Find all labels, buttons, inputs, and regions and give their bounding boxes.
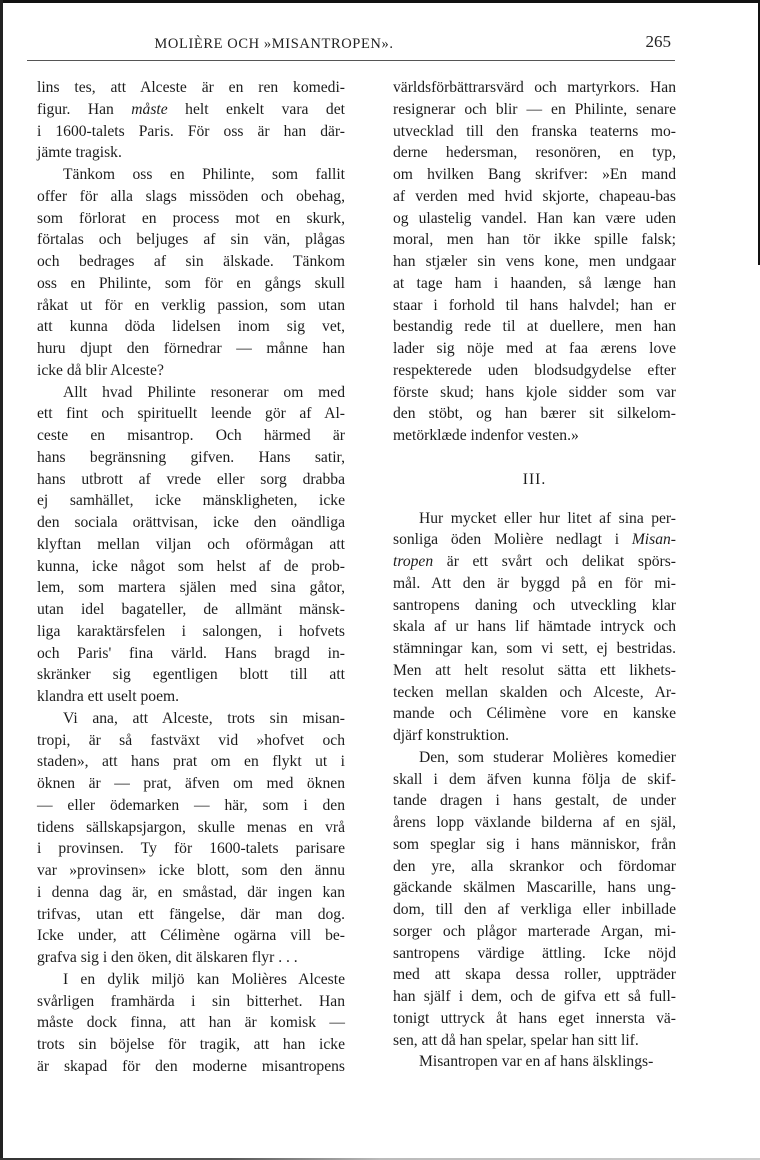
text-line: i provinsen. Ty för 1600-talets parisare [37,840,345,858]
text-span: är ett svårt och delikat spörs- [433,553,676,570]
text-line: bestandig rede til at duellere, men han [393,318,676,336]
text-line: ett fint och spirituellt leende gör af Al- [37,405,345,423]
scan-border-left [0,0,3,1160]
text-line: tonigt uttryck åt hans eget innersta vä- [393,1009,676,1027]
running-title [27,36,675,53]
text-line: var »provinsen» icke blott, som den ännu [37,862,345,879]
paragraph-start-line: Den, som studerar Molières komedier [419,748,676,766]
emphasis-text: Misan- [631,531,676,549]
text-line: förste skud; hans kjole sidder som var [393,383,676,401]
text-line: som speglar sig i hans människor, från [393,835,676,853]
running-title-text: MOLIÈRE OCH »MISANTROPEN». [154,36,394,52]
text-line: tidens sällskapsjargon, skulle menas en vrå [37,818,345,836]
text-line: santropens daning och utveckling klar [393,596,676,614]
text-line: Men att helt resolut sätta ett likhets- [393,661,676,679]
text-line: skränker sig egentligen blott till att [37,666,345,684]
paragraph-start-line: Misantropen var en af hans älsklings- [419,1053,654,1071]
text-line: tande dragen i hans gestalt, de under [393,792,676,810]
text-line: är skapad för den moderne misantropens [37,1057,345,1075]
text-line: djärf konstruktion. [393,727,510,744]
page-number: 265 [645,32,671,51]
text-line: och bedrages af sin älskade. Tänkom [37,253,345,270]
text-line: lader sig nöje med at faa ærens love [393,340,676,357]
text-line: sen, att då han spelar, spelar han sitt lif. [393,1031,639,1049]
text-line: trots sin böjelse för tragik, att han icke [37,1036,345,1053]
text-line: den yre, alla skrankor och fördomar [393,857,676,875]
text-line: utan idel bagateller, de allmänt mänsk- [37,601,345,618]
paragraph-start-line: I en dylik miljö kan Molières Alceste [63,970,345,988]
text-line: om hvilken Bang skrifver: »En mand [393,166,676,183]
scan-border-top [0,0,760,3]
text-line: staden», att hans prat om en flykt ut i [37,753,345,771]
text-line: i denna dag är, en småstad, där ingen kan [37,883,345,901]
text-line: kunna, icke något som helst af de prob- [37,557,345,575]
right-column [393,77,676,1073]
text-line: han stjæler sin vens kone, men undgaar [393,253,676,270]
text-line: ceste en misantrop. Och härmed är [37,427,345,444]
text-line: hans utbrott af vrede eller sorg drabba [37,470,345,488]
text-line: skall i dem äfven kunna följa de skif- [393,770,676,788]
text-line: respekterede uden blodsudgydelse efter [393,361,676,379]
text-line: grafva sig i den öken, dit älskaren flyr . . . [37,949,298,966]
left-column [37,77,345,1078]
running-head [27,30,675,60]
text-line: mål. Att den är byggd på en för mi- [393,574,676,592]
paragraph-start-line: Vi ana, att Alceste, trots sin misan- [63,709,345,727]
text-line: staar i forhold til hans halvdel; han er [393,296,676,314]
section-heading: III. [522,470,547,488]
text-line: santropens värdige ättling. Icke nöjd [393,944,676,962]
header-rule [27,60,675,61]
text-line: råkat ut för en verklig passion, som utan [37,296,345,314]
text-line: den sociala orättvisan, icke den oändliga [37,514,345,531]
text-line [393,551,676,573]
text-line: metörklæde indenfor vesten.» [393,427,579,444]
text-line: svårligen framhärda i sin bitterhet. Han [37,992,345,1010]
text-line: jämte tragisk. [37,144,122,162]
text-line: lem, som martera själen med sina gåtor, [37,579,345,597]
text-line: klandra ett uselt poem. [37,688,180,705]
text-span: sonliga öden Molière nedlagt i [393,531,632,549]
text-line: årens lopp växlande bilderna af en själ, [393,814,676,831]
text-line: huru djupt den förnedrar — månne han [37,340,345,357]
text-line: klyftan mellan viljan och oförmågan att [37,535,345,553]
text-line: att kunna döda lidelsen inom sig vet, [37,318,345,336]
text-line: trifvas, utan ett fängelse, där man dog. [37,905,345,923]
paragraph-start-line: Hur mycket eller hur litet af sina per- [419,509,676,527]
text-line: den stöbt, og han bærer sit silkelom- [393,405,676,423]
text-line: världsförbättrarsvärd och martyrkors. Han [393,79,676,96]
text-line: oss en Philinte, som för en gångs skull [37,274,345,292]
text-line: liga karaktärsfelen i salongen, i hofvets [37,622,345,640]
text-line: stämningar kan, som vi sett, ej bestridas. [393,640,676,657]
text-line: lins tes, att Alceste är en ren komedi- [37,79,345,96]
text-line: med att skapa dessa roller, uppträder [393,966,676,984]
text-span: figur. Han [37,100,132,118]
text-line: ej samhället, icke mänskligheten, icke [37,492,345,510]
text-line: sorger och plågor marterade Argan, mi- [393,922,676,940]
text-span: helt enkelt vara det [167,100,345,118]
text-line: som förlorat en process mot en skurk, [37,209,345,227]
text-line: förtalas och beljuges af sin vän, plågas [37,231,345,249]
text-line: i 1600-talets Paris. För oss är han där- [37,122,345,140]
emphasis-text: måste [131,100,168,118]
text-line: och Paris' fina värld. Hans bragd in- [37,644,345,662]
text-line: at tage ham i haanden, så længe han [393,274,676,292]
text-line: dom, till den af verkliga eller inbillade [393,901,676,918]
text-line: utvecklad till den franska teaterns mo- [393,122,676,140]
text-line [37,99,345,121]
text-line: og ulastelig vandel. Han kan være uden [393,209,676,227]
text-line: mande och Célimène vore en kanske [393,705,676,723]
text-line: tropi, är så fastväxt vid »hofvet och [37,731,345,749]
emphasis-text: tropen [393,553,434,570]
text-line: han själf i dem, och de gifva ett så full- [393,988,676,1005]
text-line [393,529,676,551]
paragraph-start-line: Tänkom oss en Philinte, som fallit [63,166,345,183]
text-line: moral, men han tör ikke spille falsk; [393,231,676,249]
paragraph-start-line: Allt hvad Philinte resonerar om med [63,383,345,401]
text-line: skala af ur hans lif hämtade intryck och [393,618,676,636]
text-line: icke då blir Alceste? [37,361,164,379]
text-line: resignerar och blir — en Philinte, senare [393,100,676,118]
text-line: hans begränsning gifven. Hans satir, [37,448,345,466]
text-line: tecken mellan skalden och Alceste, Ar- [393,683,676,701]
text-line: offer för alla slags missöden och obehag, [37,187,345,205]
text-line: måste dock finna, att han är komisk — [37,1014,345,1032]
text-line: derne hedersman, resonören, en typ, [393,144,676,162]
text-line: Icke under, att Célimène ogärna vill be- [37,927,345,945]
text-line: gäckande skälmen Mascarille, hans ung- [393,879,676,897]
text-line: — eller ödemarken — här, som i den [37,796,345,814]
text-line: af verden med hvid skjorte, chapeau-bas [393,187,676,205]
text-line: öknen är — prat, äfven om med öknen [37,775,345,792]
